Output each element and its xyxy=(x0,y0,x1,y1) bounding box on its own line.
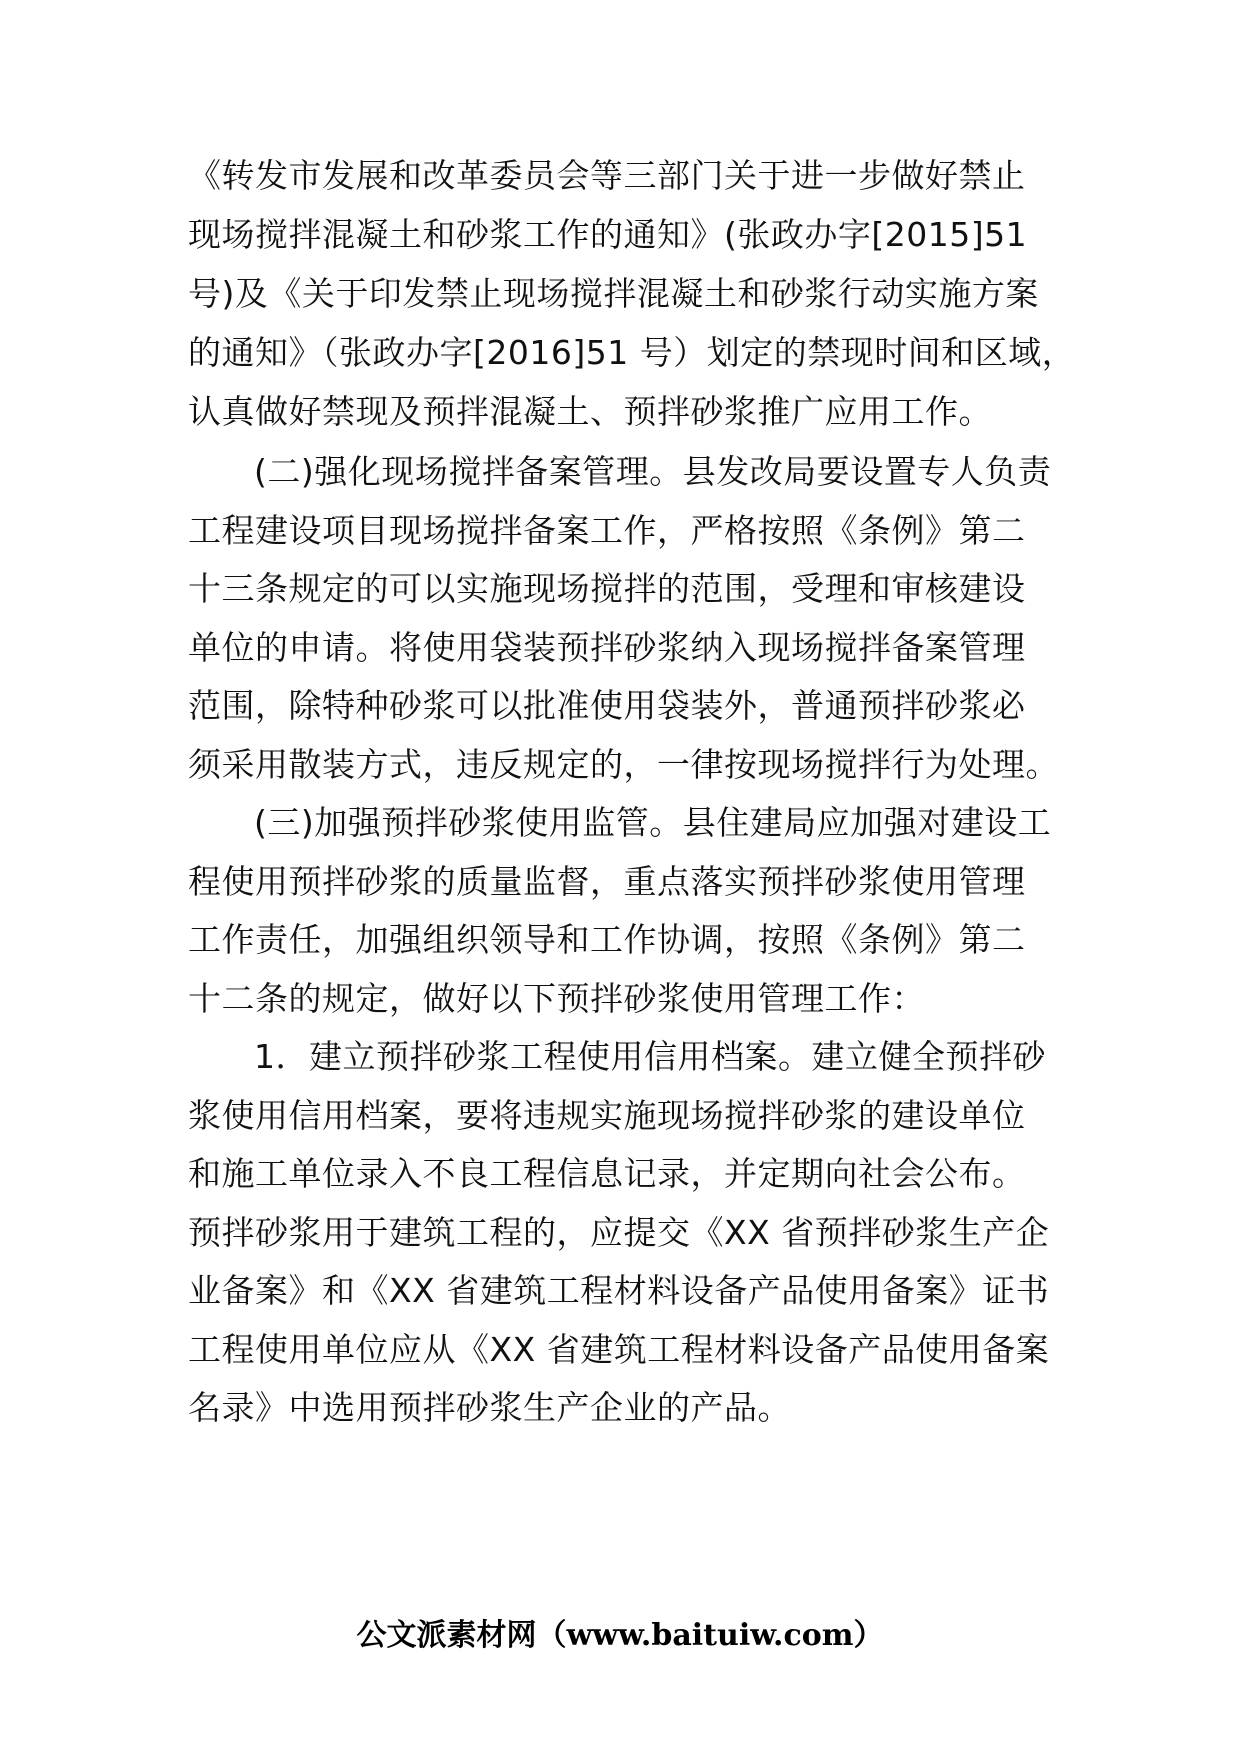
body-text-line: 现场搅拌混凝土和砂浆工作的通知》(张政办字[2015]51 xyxy=(188,215,1028,254)
body-text-line: 预拌砂浆用于建筑工程的，应提交《XX 省预拌砂浆生产企 xyxy=(188,1213,1050,1252)
section-heading-line: (二)强化现场搅拌备案管理。县发改局要设置专人负责 xyxy=(254,452,1052,491)
body-text-line: 须采用散装方式，违反规定的，一律按现场搅拌行为处理。 xyxy=(188,745,1059,784)
body-text-line: 单位的申请。将使用袋装预拌砂浆纳入现场搅拌备案管理 xyxy=(188,628,1026,667)
body-text-line: 工程使用单位应从《XX 省建筑工程材料设备产品使用备案 xyxy=(188,1330,1050,1369)
body-text-line: 认真做好禁现及预拌混凝土、预拌砂浆推广应用工作。 xyxy=(188,392,992,431)
body-text-line: 工作责任，加强组织领导和工作协调，按照《条例》第二 xyxy=(188,920,1026,959)
body-text-line: 业备案》和《XX 省建筑工程材料设备产品使用备案》证书 xyxy=(188,1271,1050,1310)
body-text-line: 号)及《关于印发禁止现场搅拌混凝土和砂浆行动实施方案 xyxy=(188,274,1039,313)
numbered-item-line: 1．建立预拌砂浆工程使用信用档案。建立健全预拌砂 xyxy=(254,1037,1046,1076)
body-text-line: 范围，除特种砂浆可以批准使用袋装外，普通预拌砂浆必 xyxy=(188,686,1026,725)
body-text-line: 程使用预拌砂浆的质量监督，重点落实预拌砂浆使用管理 xyxy=(188,862,1026,901)
section-heading-line: (三)加强预拌砂浆使用监管。县住建局应加强对建设工 xyxy=(254,803,1052,842)
body-text-line: 名录》中选用预拌砂浆生产企业的产品。 xyxy=(188,1388,791,1427)
body-text-line: 十三条规定的可以实施现场搅拌的范围，受理和审核建设 xyxy=(188,569,1026,608)
body-text-line: 浆使用信用档案，要将违规实施现场搅拌砂浆的建设单位 xyxy=(188,1096,1026,1135)
body-text-line: 工程建设项目现场搅拌备案工作，严格按照《条例》第二 xyxy=(188,511,1026,550)
footer-watermark: 公文派素材网（www.baituiw.com） xyxy=(356,1618,884,1653)
body-text-line: 十二条的规定，做好以下预拌砂浆使用管理工作： xyxy=(188,979,925,1018)
body-text-line: 《转发市发展和改革委员会等三部门关于进一步做好禁止 xyxy=(188,156,1026,195)
body-text-line: 的通知》（张政办字[2016]51 号）划定的禁现时间和区域， xyxy=(188,333,1076,372)
body-text-line: 和施工单位录入不良工程信息记录，并定期向社会公布。 xyxy=(188,1154,1026,1193)
